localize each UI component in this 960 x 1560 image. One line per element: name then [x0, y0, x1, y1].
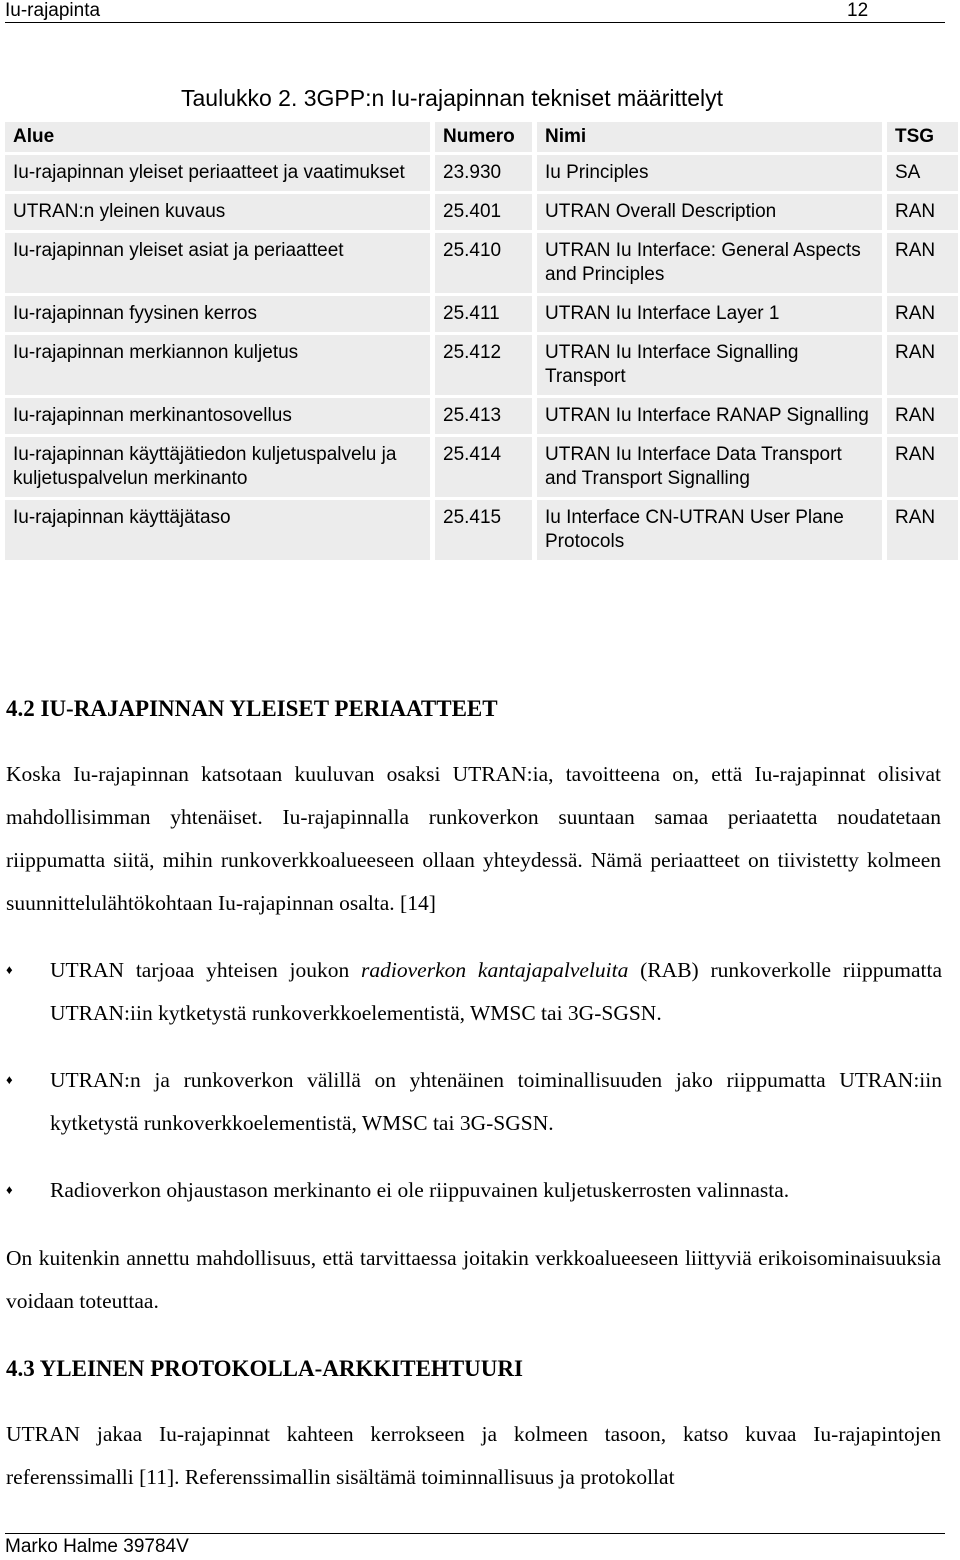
cell-numero: 25.410	[430, 233, 532, 293]
column-header-nimi: Nimi	[532, 122, 882, 152]
diamond-bullet-icon: ♦	[6, 1182, 13, 1197]
table-caption: Taulukko 2. 3GPP:n Iu-rajapinnan tekniset määrittelyt	[181, 85, 724, 111]
cell-alue: Iu-rajapinnan merkinantosovellus	[5, 398, 430, 434]
spec-table	[5, 119, 958, 563]
table-row	[5, 437, 958, 497]
cell-alue: UTRAN:n yleinen kuvaus	[5, 194, 430, 230]
table-row	[5, 296, 958, 332]
table-row	[5, 500, 958, 560]
page-footer	[5, 1533, 945, 1560]
cell-tsg: RAN	[882, 194, 958, 230]
cell-numero: 25.415	[430, 500, 532, 560]
cell-numero: 25.413	[430, 398, 532, 434]
section-4-2-closing: On kuitenkin annettu mahdollisuus, että tarvittaessa joitakin verkkoalueeseen liittyviä erikoisominaisuuksia voidaan toteuttaa.	[6, 1246, 941, 1313]
column-header-tsg: TSG	[882, 122, 958, 152]
bullet-text: Radioverkon ohjaustason merkinanto ei ole riippuvainen kuljetuskerrosten valinnasta.	[50, 1178, 790, 1202]
table-header-row	[5, 122, 958, 152]
cell-tsg: RAN	[882, 437, 958, 497]
footer-author: Marko Halme 39784V	[5, 1536, 189, 1557]
diamond-bullet-icon: ♦	[6, 962, 13, 977]
section-4-2-intro: Koska Iu-rajapinnan katsotaan kuuluvan osaksi UTRAN:ia, tavoitteena on, että Iu-rajapinnat olisivat mahdollisimman yhtenäiset. Iu-rajapinnalla runkoverkon suuntaan samaa periaatetta noudatetaan riippumatta siitä, mihin runkoverkkoalueeseen ollaan yhteydessä. Nämä periaatteet on tiivistetty kolmeen suunnittelulähtökohtaan Iu-rajapinnan osalta. [14]	[6, 762, 941, 915]
cell-numero: 25.414	[430, 437, 532, 497]
column-header-alue: Alue	[5, 122, 430, 152]
cell-alue: Iu-rajapinnan fyysinen kerros	[5, 296, 430, 332]
cell-nimi: UTRAN Overall Description	[532, 194, 882, 230]
cell-numero: 25.401	[430, 194, 532, 230]
cell-nimi: UTRAN Iu Interface: General Aspects and Principles	[532, 233, 882, 293]
section-heading-4-3: 4.3 YLEINEN PROTOKOLLA-ARKKITEHTUURI	[6, 1356, 523, 1381]
table-row	[5, 155, 958, 191]
cell-numero: 25.411	[430, 296, 532, 332]
cell-alue: Iu-rajapinnan käyttäjätiedon kuljetuspalvelu ja kuljetuspalvelun merkinanto	[5, 437, 430, 497]
cell-nimi: UTRAN Iu Interface Signalling Transport	[532, 335, 882, 395]
cell-nimi: Iu Interface CN-UTRAN User Plane Protocols	[532, 500, 882, 560]
cell-nimi: Iu Principles	[532, 155, 882, 191]
cell-tsg: RAN	[882, 335, 958, 395]
cell-tsg: RAN	[882, 398, 958, 434]
cell-nimi: UTRAN Iu Interface Data Transport and Transport Signalling	[532, 437, 882, 497]
section-heading-4-2: 4.2 IU-RAJAPINNAN YLEISET PERIAATTEET	[6, 696, 498, 721]
cell-tsg: SA	[882, 155, 958, 191]
cell-tsg: RAN	[882, 296, 958, 332]
section-4-3-text: UTRAN jakaa Iu-rajapinnat kahteen kerrokseen ja kolmeen tasoon, katso kuvaa Iu-rajapintojen referenssimalli [11]. Referenssimallin sisältämä toiminnallisuus ja protokollat	[6, 1422, 941, 1489]
cell-nimi: UTRAN Iu Interface RANAP Signalling	[532, 398, 882, 434]
table-row	[5, 233, 958, 293]
diamond-bullet-icon: ♦	[6, 1072, 13, 1087]
cell-nimi: UTRAN Iu Interface Layer 1	[532, 296, 882, 332]
cell-alue: Iu-rajapinnan yleiset asiat ja periaatteet	[5, 233, 430, 293]
column-header-numero: Numero	[430, 122, 532, 152]
cell-tsg: RAN	[882, 500, 958, 560]
table-row	[5, 194, 958, 230]
bullet-emphasis: radioverkon kantajapalveluita	[361, 958, 629, 982]
bullet-text: UTRAN:n ja runkoverkon välillä on yhtenäinen toiminallisuuden jako riippumatta UTRAN:iin kytketystä runkoverkkoelementistä, WMSC tai 3G-SGSN.	[50, 1068, 942, 1135]
cell-alue: Iu-rajapinnan merkiannon kuljetus	[5, 335, 430, 395]
table-row	[5, 398, 958, 434]
cell-alue: Iu-rajapinnan käyttäjätaso	[5, 500, 430, 560]
page-number: 12	[847, 0, 869, 21]
cell-numero: 23.930	[430, 155, 532, 191]
cell-alue: Iu-rajapinnan yleiset periaatteet ja vaatimukset	[5, 155, 430, 191]
bullet-text: UTRAN tarjoaa yhteisen joukon radioverkon kantajapalveluita (RAB) runkoverkolle riippumatta UTRAN:iin kytketystä runkoverkkoelementistä, WMSC tai 3G-SGSN.	[50, 958, 942, 1025]
cell-tsg: RAN	[882, 233, 958, 293]
cell-numero: 25.412	[430, 335, 532, 395]
running-title: Iu-rajapinta	[5, 0, 101, 21]
table-row	[5, 335, 958, 395]
page-header	[5, 0, 945, 23]
